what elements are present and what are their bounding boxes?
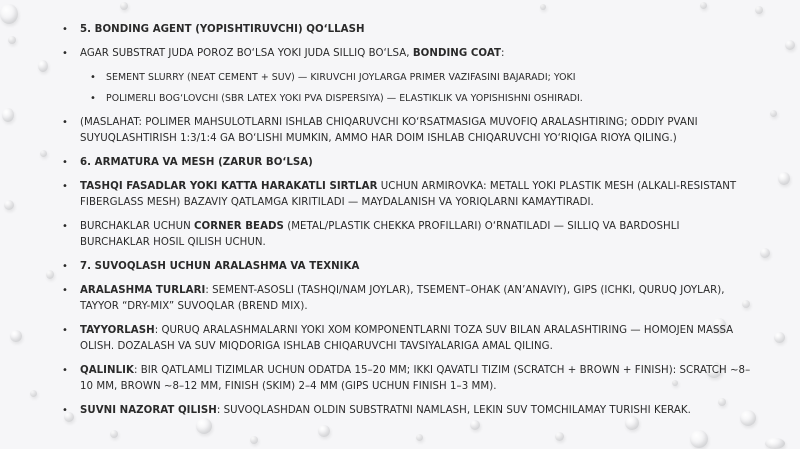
section-heading: 7. SUVOQLASH UCHUN ARALASHMA VA TEXNIKA (80, 261, 360, 272)
item-text: : (500, 48, 505, 59)
bullet-icon: • (62, 221, 68, 232)
bullet-icon: • (62, 157, 68, 168)
item-bold: TAYYORLASH (80, 325, 155, 336)
bullet-icon: • (62, 24, 68, 35)
item-text: : SUVOQLASHDAN OLDIN SUBSTRATNI NAMLASH, LEKIN SUV TOMCHILAMAY TURISHI KERAK. (216, 405, 691, 416)
list-item (62, 259, 752, 275)
bullet-icon: • (62, 365, 68, 376)
list-item (62, 403, 752, 419)
item-bold: CORNER BEADS (194, 221, 284, 232)
sub-list-item (90, 91, 752, 107)
item-bold: TASHQI FASADLAR YOKI KATTA HARAKATLI SIRTLAR (80, 181, 378, 192)
list-item (62, 363, 752, 395)
bullet-icon: • (90, 93, 96, 104)
bullet-icon: • (62, 117, 68, 128)
item-text: (MASLAHAT: POLIMER MAHSULOTLARNI ISHLAB CHIQARUVCHI KO‘RSATMASIGA MUVOFIQ ARALASHTIRING; ODDIY PVANI SUYUQLASHTIRISH 1:3/1:4 GA BO‘LISHI MUMKIN, AMMO HAR DOIM ISHLAB CHIQARUVCHI YO‘RIQIGA RIOYA QILING.) (80, 117, 698, 144)
section-heading: 6. ARMATURA VA MESH (ZARUR BO‘LSA) (80, 157, 313, 168)
list-item (62, 22, 752, 38)
item-text: POLIMERLI BOG‘LOVCHI (SBR LATEX YOKI PVA DISPERSIYA) — ELASTIKLIK VA YOPISHISHNI OSHIRADI. (106, 93, 583, 104)
item-text: (METAL/PLASTIK CHEKKA PROFILLARI) O‘RNATILADI — SILLIQ VA BARDOSHLI BURCHAKLAR HOSIL QILISH UCHUN. (80, 221, 680, 248)
bullet-icon: • (62, 261, 68, 272)
bullet-icon: • (62, 181, 68, 192)
item-text: : BIR QATLAMLI TIZIMLAR UCHUN ODATDA 15–20 MM; IKKI QAVATLI TIZIM (SCRATCH + BROWN + FINISH): SCRATCH ~8–10 MM, BROWN ~8–12 MM, FINISH (SKIM) 2–4 MM (GIPS UCHUN FINISH 1–3 MM). (80, 365, 751, 392)
bullet-icon: • (62, 48, 68, 59)
item-bold: ARALASHMA TURLARI (80, 285, 206, 296)
item-bold: QALINLIK (80, 365, 134, 376)
section-heading: 5. BONDING AGENT (YOPISHTIRUVCHI) QO‘LLASH (80, 24, 365, 35)
list-item (62, 46, 752, 62)
item-bold: SUVNI NAZORAT QILISH (80, 405, 217, 416)
item-text: : QURUQ ARALASHMALARNI YOKI XOM KOMPONENTLARNI TOZA SUV BILAN ARALASHTIRING — HOMOJEN MASSA OLISH. DOZALASH VA SUV MIQDORIGA ISHLAB CHIQARUVCHI TAVSIYALARIGA AMAL QILING. (80, 325, 734, 352)
list-item (62, 219, 752, 251)
bullet-icon: • (90, 72, 96, 83)
item-text: AGAR SUBSTRAT JUDA POROZ BO‘LSA YOKI JUDA SILLIQ BO‘LSA, (80, 48, 413, 59)
item-bold: BONDING COAT (412, 48, 501, 59)
list-item (62, 155, 752, 171)
item-text: SEMENT SLURRY (NEAT CEMENT + SUV) — KIRUVCHI JOYLARGA PRIMER VAZIFASINI BAJARADI; YOKI (106, 72, 576, 83)
list-item (62, 323, 752, 355)
bullet-icon: • (62, 405, 68, 416)
slide-text-body (62, 22, 752, 427)
bullet-icon: • (62, 285, 68, 296)
item-text: UCHUN ARMIROVKA: METALL YOKI PLASTIK MESH (ALKALI-RESISTANT FIBERGLASS MESH) BAZAVIY QATLAMGA KIRITILADI — MAYDALANISH VA YORIQLARNI KAMAYTIRADI. (80, 181, 737, 208)
sub-list-item (90, 70, 752, 86)
list-item (62, 283, 752, 315)
item-text: : SEMENT-ASOSLI (TASHQI/NAM JOYLAR), TSEMENT–OHAK (AN’ANAVIY), GIPS (ICHKI, QURUQ JOYLAR), TAYYOR “DRY-MIX” SUVOQLAR (BREND MIX). (80, 285, 725, 312)
item-text: BURCHAKLAR UCHUN (80, 221, 195, 232)
list-item (62, 179, 752, 211)
bullet-icon: • (62, 325, 68, 336)
list-item (62, 115, 752, 147)
